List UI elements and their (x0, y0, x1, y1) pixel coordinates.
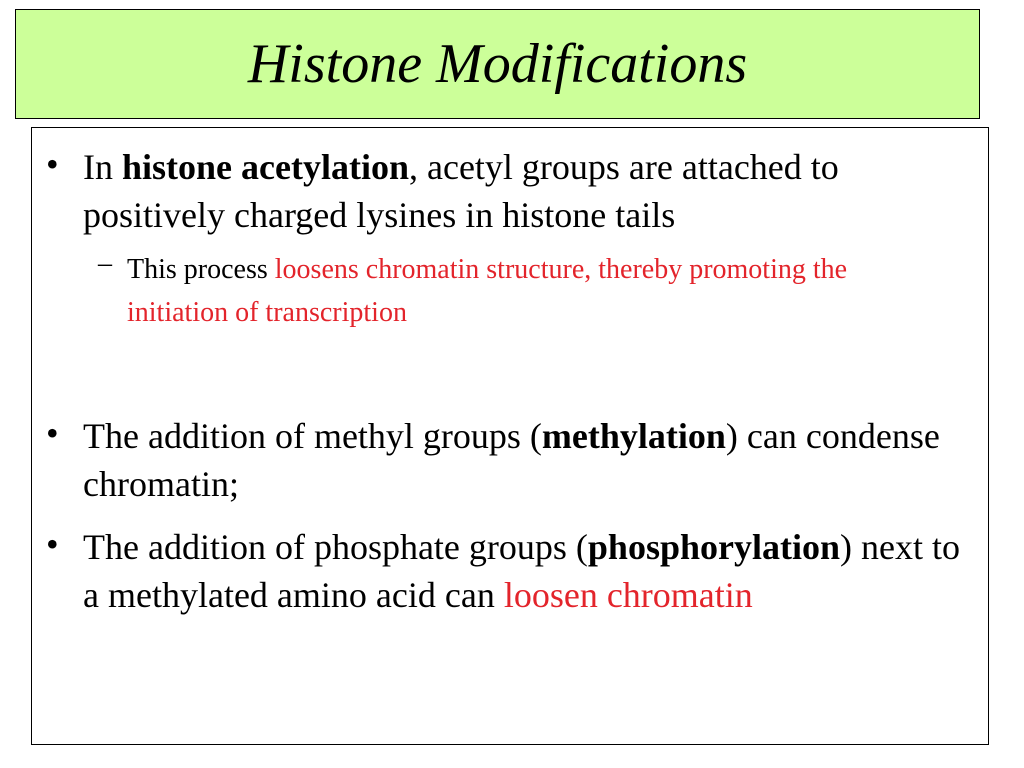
sub-bullet-acetylation-effect (127, 248, 947, 334)
text-segment: , acetyl groups are attached to positively charged lysines in histone tails (83, 147, 839, 235)
title-box (15, 9, 980, 119)
text-segment: ) can condense chromatin; (83, 416, 940, 504)
bullet-marker: • (46, 144, 59, 184)
bullet-methylation (83, 412, 973, 508)
text-segment: The addition of methyl groups ( (83, 416, 542, 456)
slide-title: Histone Modifications (247, 33, 748, 95)
text-segment: This process (127, 254, 275, 285)
bullet-marker: • (46, 524, 59, 564)
content-box (31, 127, 989, 745)
text-segment: The addition of phosphate groups ( (83, 527, 588, 567)
sub-bullet-marker: – (98, 248, 112, 279)
term-phosphorylation: phosphorylation (587, 527, 840, 567)
highlight-loosens-chromatin: loosens chromatin structure, thereby promoting the initiation of transcription (127, 254, 848, 328)
highlight-loosen-chromatin: loosen chromatin (503, 575, 753, 615)
text-segment: In (83, 147, 122, 187)
term-methylation: methylation (541, 416, 726, 456)
bullet-phosphorylation (83, 523, 973, 619)
term-histone-acetylation: histone acetylation (122, 147, 409, 187)
bullet-acetylation (83, 143, 973, 239)
bullet-marker: • (46, 413, 59, 453)
text-segment: ) next to a methylated amino acid can (83, 527, 960, 615)
